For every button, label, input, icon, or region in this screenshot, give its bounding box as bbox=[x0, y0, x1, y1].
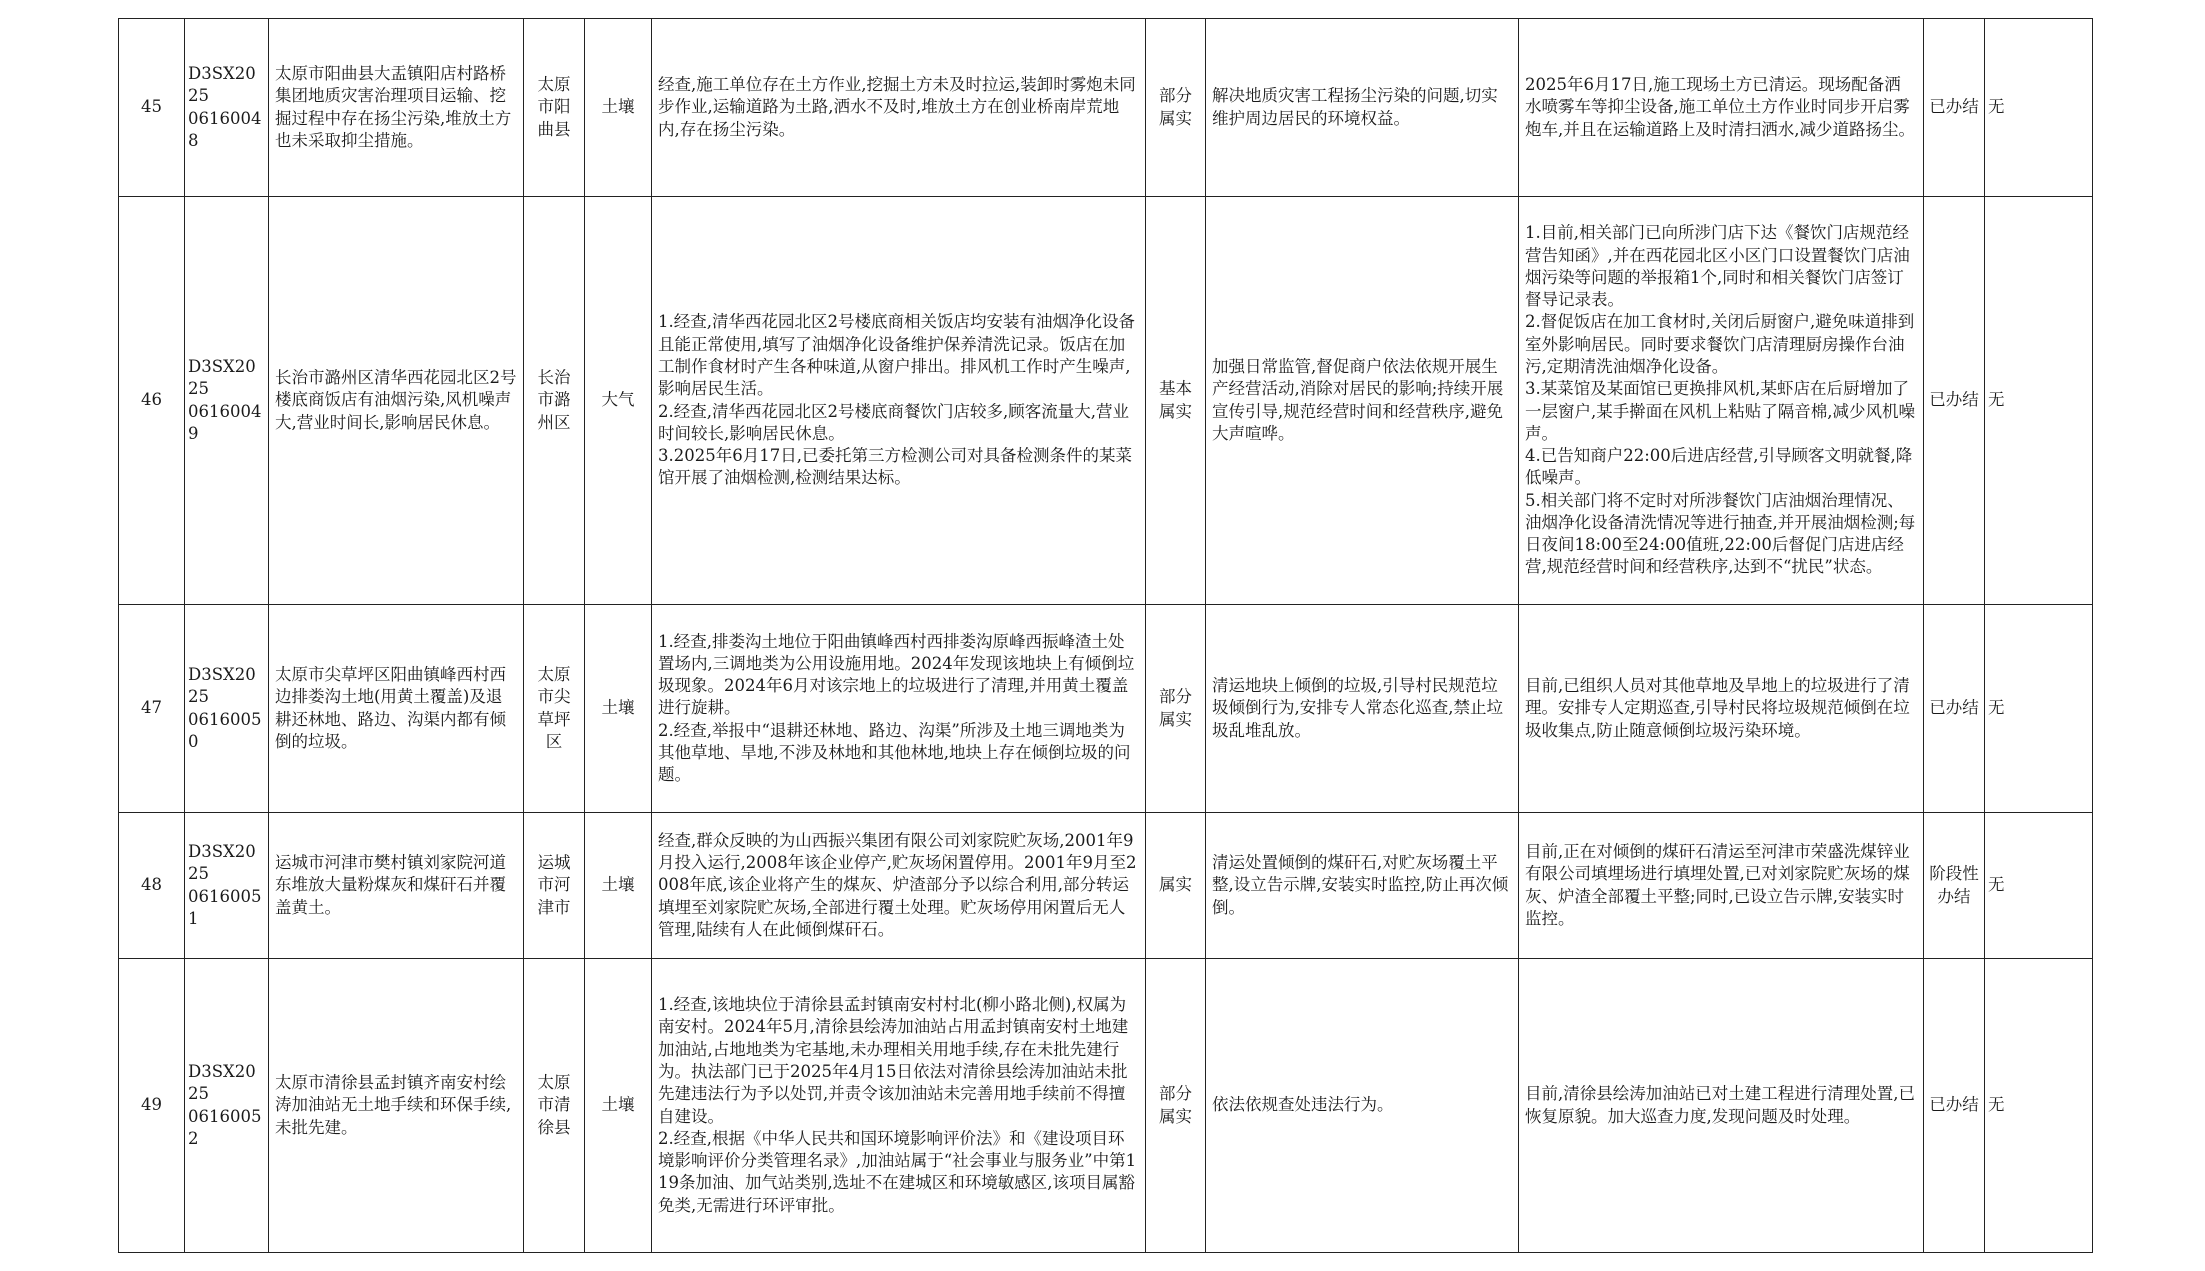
administrative-region-cell bbox=[524, 197, 585, 605]
rectification-goal: 解决地质灾害工程扬尘污染的问题,切实维护周边居民的环境权益。 bbox=[1212, 86, 1498, 128]
row-number-cell bbox=[119, 605, 185, 813]
case-code: D3SX2025 06160049 bbox=[188, 356, 262, 443]
case-code: D3SX2025 06160048 bbox=[188, 63, 262, 150]
row-number: 47 bbox=[141, 698, 162, 718]
handling-status-cell bbox=[1924, 605, 1985, 813]
administrative-region-cell bbox=[524, 605, 585, 813]
accountability-status: 无 bbox=[1988, 390, 2005, 410]
handling-status: 已办结 bbox=[1929, 698, 1979, 718]
investigation-result: 1.经查,排娄沟土地位于阳曲镇峰西村西排娄沟原峰西振峰渣土处置场内,三调地类为公用设施用地。2024年发现该地块上有倾倒垃圾现象。2024年6月对该宗地上的垃圾进行了清理,并用黄土覆盖进行旋耕。 2.经查,举报中“退耕还林地、路边、沟渠”所涉及土地三调地类为其他草地、旱地,不涉及林地和其他林地,地块上存在倾倒垃圾的问题。 bbox=[658, 631, 1135, 785]
verification-verdict: 部分 属实 bbox=[1159, 86, 1192, 128]
rectification-goal-cell bbox=[1206, 19, 1519, 197]
pollution-type-cell bbox=[585, 19, 652, 197]
handling-status-cell bbox=[1924, 959, 1985, 1253]
row-number-cell bbox=[119, 813, 185, 959]
verification-verdict-cell bbox=[1146, 197, 1206, 605]
rectification-measures: 目前,清徐县绘涛加油站已对土建工程进行清理处置,已恢复原貌。加大巡查力度,发现问题及时处理。 bbox=[1525, 1084, 1915, 1126]
accountability-status-cell bbox=[1985, 605, 2093, 813]
complaint-content: 运城市河津市樊村镇刘家院河道东堆放大量粉煤灰和煤矸石并覆盖黄土。 bbox=[275, 853, 506, 917]
investigation-result-cell bbox=[652, 959, 1146, 1253]
pollution-type-cell bbox=[585, 813, 652, 959]
case-code-cell bbox=[185, 197, 269, 605]
row-number-cell bbox=[119, 197, 185, 605]
accountability-status: 无 bbox=[1988, 1095, 2005, 1115]
pollution-type-cell bbox=[585, 605, 652, 813]
investigation-result-cell bbox=[652, 813, 1146, 959]
table-row bbox=[119, 605, 2093, 813]
case-code-cell bbox=[185, 605, 269, 813]
case-code-cell bbox=[185, 19, 269, 197]
complaint-content: 太原市清徐县孟封镇齐南安村绘涛加油站无土地手续和环保手续,未批先建。 bbox=[275, 1073, 512, 1137]
rectification-goal: 清运地块上倾倒的垃圾,引导村民规范垃圾倾倒行为,安排专人常态化巡查,禁止垃圾乱堆乱放。 bbox=[1212, 676, 1503, 740]
complaint-content: 太原市尖草坪区阳曲镇峰西村西边排娄沟土地(用黄土覆盖)及退耕还林地、路边、沟渠内都有倾倒的垃圾。 bbox=[275, 664, 506, 751]
investigation-result: 经查,施工单位存在土方作业,挖掘土方未及时拉运,装卸时雾炮未同步作业,运输道路为土路,洒水不及时,堆放土方在创业桥南岸荒地内,存在扬尘污染。 bbox=[658, 75, 1136, 139]
case-code: D3SX2025 06160051 bbox=[188, 841, 262, 928]
verification-verdict: 部分 属实 bbox=[1159, 1084, 1192, 1126]
table-row bbox=[119, 813, 2093, 959]
pollution-type-cell bbox=[585, 197, 652, 605]
investigation-result: 1.经查,该地块位于清徐县孟封镇南安村村北(柳小路北侧),权属为南安村。2024年5月,清徐县绘涛加油站占用孟封镇南安村土地建加油站,占地地类为宅基地,未办理相关用地手续,存在未批先建行为。执法部门已于2025年4月15日依法对清徐县绘涛加油站未批先建违法行为予以处罚,并责令该加油站未完善用地手续前不得擅自建设。 2.经查,根据《中华人民共和国环境影响评价法》和《建设项目环境影响评价分类管理名录》,加油站属于“社会事业与服务业”中第119条加油、加气站类别,选址不在建城区和环境敏感区,该项目属豁免类,无需进行环评审批。 bbox=[658, 995, 1137, 1215]
complaint-content: 长治市潞州区清华西花园北区2号楼底商饭店有油烟污染,风机噪声大,营业时间长,影响居民休息。 bbox=[275, 368, 517, 432]
verification-verdict-cell bbox=[1146, 959, 1206, 1253]
case-code: D3SX2025 06160052 bbox=[188, 1061, 262, 1148]
complaint-content-cell bbox=[269, 19, 524, 197]
administrative-region: 长治 市潞 州区 bbox=[537, 368, 571, 432]
case-code: D3SX2025 06160050 bbox=[188, 664, 262, 751]
administrative-region-cell bbox=[524, 19, 585, 197]
case-code-cell bbox=[185, 813, 269, 959]
verification-verdict: 基本 属实 bbox=[1159, 379, 1192, 421]
rectification-measures-cell bbox=[1519, 19, 1924, 197]
pollution-type: 土壤 bbox=[601, 875, 635, 895]
rectification-goal: 清运处置倾倒的煤矸石,对贮灰场覆土平整,设立告示牌,安装实时监控,防止再次倾倒。 bbox=[1212, 853, 1509, 917]
complaint-content: 太原市阳曲县大盂镇阳店村路桥集团地质灾害治理项目运输、挖掘过程中存在扬尘污染,堆放土方也未采取抑尘措施。 bbox=[275, 63, 512, 150]
investigation-result-cell bbox=[652, 605, 1146, 813]
verification-verdict-cell bbox=[1146, 605, 1206, 813]
administrative-region-cell bbox=[524, 959, 585, 1253]
handling-status: 已办结 bbox=[1929, 1095, 1979, 1115]
complaint-content-cell bbox=[269, 959, 524, 1253]
table-row bbox=[119, 959, 2093, 1253]
row-number: 49 bbox=[141, 1095, 162, 1115]
verification-verdict-cell bbox=[1146, 19, 1206, 197]
row-number: 48 bbox=[141, 875, 162, 895]
row-number: 46 bbox=[141, 390, 162, 410]
handling-status: 已办结 bbox=[1929, 390, 1979, 410]
rectification-measures-cell bbox=[1519, 813, 1924, 959]
accountability-status: 无 bbox=[1988, 97, 2005, 117]
rectification-measures-cell bbox=[1519, 605, 1924, 813]
rectification-measures: 1.目前,相关部门已向所涉门店下达《餐饮门店规范经营告知函》,并在西花园北区小区门口设置餐饮门店油烟污染等问题的举报箱1个,同时和相关餐饮门店签订督导记录表。 2.督促饭店在加工食材时,关闭后厨窗户,避免味道排到室外影响居民。同时要求餐饮门店清理厨房操作台油污,定期清洗油烟净化设备。 3.某菜馆及某面馆已更换排风机,某虾店在后厨增加了一层窗户,某手擀面在风机上粘贴了隔音棉,减少风机噪声。 4.已告知商户22:00后进店经营,引导顾客文明就餐,降低噪声。 5.相关部门将不定时对所涉餐饮门店油烟治理情况、油烟净化设备清洗情况等进行抽查,并开展油烟检测;每日夜间18:00至24:00值班,22:00后督促门店进店经营,规范经营时间和经营秩序,达到不“扰民”状态。 bbox=[1525, 223, 1916, 577]
accountability-status-cell bbox=[1985, 19, 2093, 197]
administrative-region: 太原 市清 徐县 bbox=[537, 1073, 571, 1137]
rectification-goal: 依法依规查处违法行为。 bbox=[1212, 1095, 1394, 1115]
table-row bbox=[119, 197, 2093, 605]
verification-verdict: 属实 bbox=[1159, 875, 1192, 895]
rectification-goal-cell bbox=[1206, 605, 1519, 813]
accountability-status-cell bbox=[1985, 197, 2093, 605]
accountability-status-cell bbox=[1985, 813, 2093, 959]
pollution-type-cell bbox=[585, 959, 652, 1253]
pollution-type: 土壤 bbox=[601, 698, 635, 718]
pollution-type: 土壤 bbox=[601, 97, 635, 117]
table-body bbox=[119, 19, 2093, 1253]
rectification-measures: 目前,已组织人员对其他草地及旱地上的垃圾进行了清理。安排专人定期巡查,引导村民将垃圾规范倾倒在垃圾收集点,防止随意倾倒垃圾污染环境。 bbox=[1525, 676, 1910, 740]
rectification-measures: 目前,正在对倾倒的煤矸石清运至河津市荣盛洗煤锌业有限公司填埋场进行填埋处置,已对刘家院贮灰场的煤灰、炉渣全部覆土平整;同时,已设立告示牌,安装实时监控。 bbox=[1525, 841, 1910, 928]
handling-status: 已办结 bbox=[1929, 97, 1979, 117]
accountability-status: 无 bbox=[1988, 875, 2005, 895]
handling-status-cell bbox=[1924, 19, 1985, 197]
rectification-measures: 2025年6月17日,施工现场土方已清运。现场配备洒水喷雾车等抑尘设备,施工单位土方作业时同步开启雾炮车,并且在运输道路上及时清扫洒水,减少道路扬尘。 bbox=[1525, 75, 1915, 139]
case-code-cell bbox=[185, 959, 269, 1253]
petition-table-sheet bbox=[118, 18, 2092, 1253]
rectification-goal: 加强日常监管,督促商户依法依规开展生产经营活动,消除对居民的影响;持续开展宣传引导,规范经营时间和经营秩序,避免大声喧哗。 bbox=[1212, 356, 1504, 443]
investigation-result: 1.经查,清华西花园北区2号楼底商相关饭店均安装有油烟净化设备且能正常使用,填写了油烟净化设备维护保养清洗记录。饭店在加工制作食材时产生各种味道,从窗户排出。排风机工作时产生噪声,影响居民生活。 2.经查,清华西花园北区2号楼底商餐饮门店较多,顾客流量大,营业时间较长,影响居民休息。 3.2025年6月17日,已委托第三方检测公司对具备检测条件的某菜馆开展了油烟检测,检测结果达标。 bbox=[658, 312, 1135, 488]
rectification-measures-cell bbox=[1519, 197, 1924, 605]
handling-status-cell bbox=[1924, 813, 1985, 959]
table-row bbox=[119, 19, 2093, 197]
complaint-content-cell bbox=[269, 605, 524, 813]
administrative-region: 太原 市尖 草坪 区 bbox=[537, 664, 571, 751]
handling-status: 阶段性 办结 bbox=[1929, 864, 1979, 906]
investigation-result-cell bbox=[652, 19, 1146, 197]
investigation-result: 经查,群众反映的为山西振兴集团有限公司刘家院贮灰场,2001年9月投入运行,2008年该企业停产,贮灰场闲置停用。2001年9月至2008年底,该企业将产生的煤灰、炉渣部分予以综合利用,部分转运填埋至刘家院贮灰场,全部进行覆土处理。贮灰场停用闲置后无人管理,陆续有人在此倾倒煤矸石。 bbox=[658, 830, 1137, 939]
row-number: 45 bbox=[141, 97, 162, 117]
rectification-goal-cell bbox=[1206, 959, 1519, 1253]
row-number-cell bbox=[119, 959, 185, 1253]
pollution-type: 土壤 bbox=[601, 1095, 635, 1115]
rectification-measures-cell bbox=[1519, 959, 1924, 1253]
rectification-goal-cell bbox=[1206, 197, 1519, 605]
pollution-type: 大气 bbox=[601, 390, 635, 410]
verification-verdict: 部分 属实 bbox=[1159, 687, 1192, 729]
administrative-region: 运城 市河 津市 bbox=[537, 853, 571, 917]
administrative-region-cell bbox=[524, 813, 585, 959]
verification-verdict-cell bbox=[1146, 813, 1206, 959]
rectification-goal-cell bbox=[1206, 813, 1519, 959]
accountability-status-cell bbox=[1985, 959, 2093, 1253]
petition-handling-table bbox=[118, 18, 2093, 1253]
accountability-status: 无 bbox=[1988, 698, 2005, 718]
handling-status-cell bbox=[1924, 197, 1985, 605]
investigation-result-cell bbox=[652, 197, 1146, 605]
row-number-cell bbox=[119, 19, 185, 197]
administrative-region: 太原 市阳 曲县 bbox=[537, 75, 571, 139]
complaint-content-cell bbox=[269, 813, 524, 959]
complaint-content-cell bbox=[269, 197, 524, 605]
